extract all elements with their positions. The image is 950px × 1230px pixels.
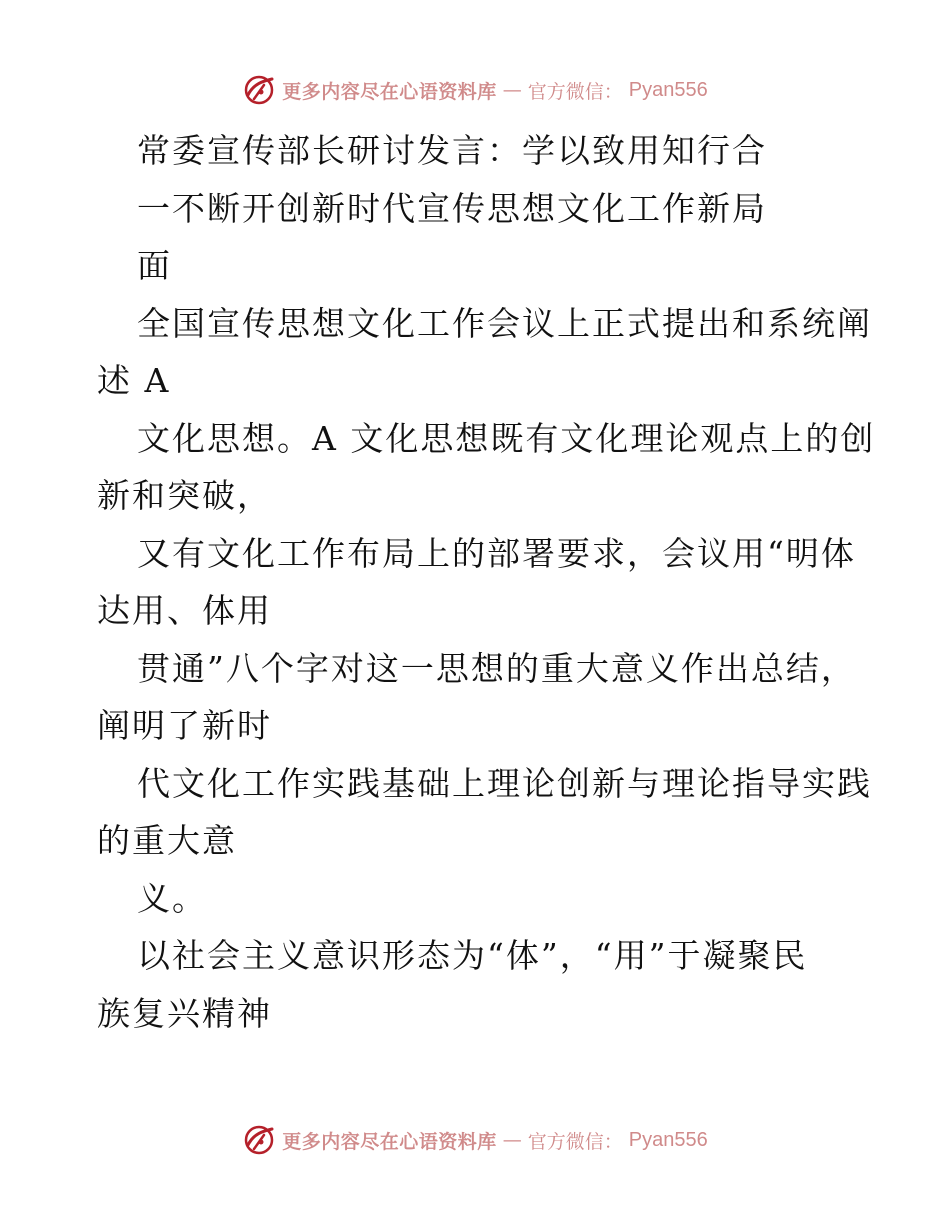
text-line: 以社会主义意识形态为“体”，“用”于凝聚民 [137,936,808,975]
text-line: 义。 [137,878,207,918]
watermark-wechat-label: 官方微信： [527,1130,623,1153]
watermark-text: 更多内容尽在心语资料库 [282,80,497,103]
watermark-wechat-id: Pyan556 [628,78,708,101]
text-line: 贯通”八个字对这一思想的重大意义作出总结， [137,648,856,688]
logo-icon [242,1123,276,1157]
text-line: 又有文化工作布局上的部署要求，会议用“明体 [137,533,856,573]
watermark-wechat-id: Pyan556 [628,1128,708,1151]
text-line: 全国宣传思想文化工作会议上正式提出和系统阐 [137,303,872,343]
text-line: 代文化工作实践基础上理论创新与理论指导实践 [137,763,872,803]
watermark-banner-top [0,70,950,110]
document-body [97,122,876,1042]
logo-icon [242,73,276,107]
watermark-separator: — [502,79,522,101]
text-line: 面 [137,246,172,285]
text-line: 阐明了新时 [97,706,272,745]
watermark-wechat-label: 官方微信： [527,80,623,103]
text-line: 新和突破， [97,476,272,515]
text-line: 的重大意 [97,821,237,860]
text-line: 达用、体用 [97,591,272,630]
watermark-text: 更多内容尽在心语资料库 [282,1130,497,1153]
text-line: 文化思想。A 文化思想既有文化理论观点上的创 [137,418,876,458]
text-line: 一不断开创新时代宣传思想文化工作新局 [137,188,767,228]
text-line: 述 A [97,361,171,400]
watermark-separator: — [502,1129,522,1151]
text-line: 常委宣传部长研讨发言：学以致用知行合 [137,131,767,170]
watermark-banner-bottom [0,1120,950,1160]
text-line: 族复兴精神 [97,993,272,1033]
